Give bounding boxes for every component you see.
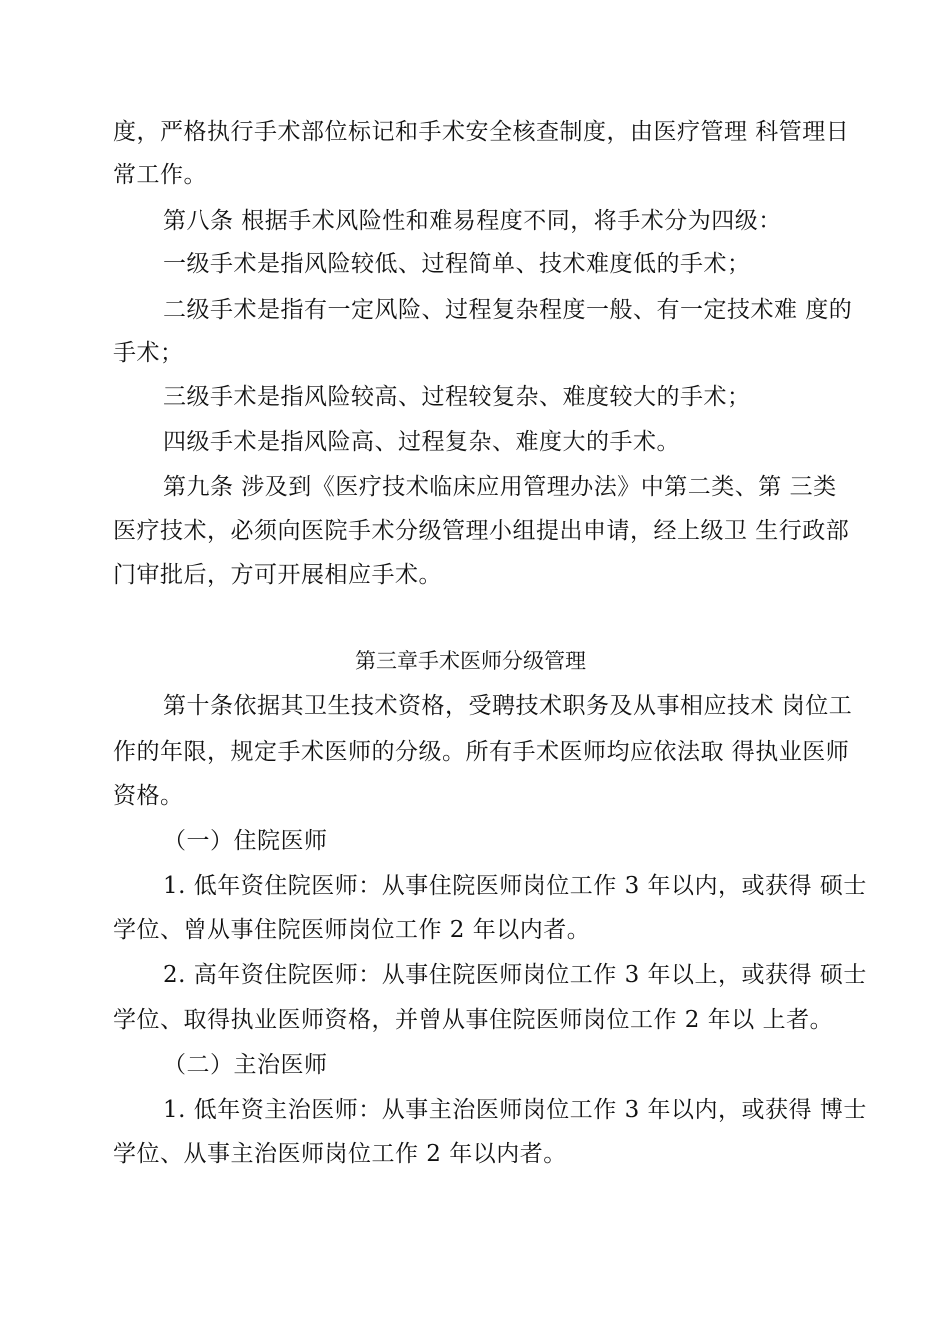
junior-attending-line-1: 1. 低年资主治医师：从事主治医师岗位工作 3 年以内，或获得 博士 [163,1097,867,1123]
article-9-line-1: 第九条 涉及到《医疗技术临床应用管理办法》中第二类、第 三类 [163,474,837,500]
article-8-line-1: 第八条 根据手术风险性和难易程度不同，将手术分为四级： [163,208,782,234]
level-2-line-1: 二级手术是指有一定风险、过程复杂程度一般、有一定技术难 度的 [163,297,853,323]
article-9-line-2: 医疗技术，必须向医院手术分级管理小组提出申请，经上级卫 生行政部 [113,518,850,544]
article-9-line-3: 门审批后，方可开展相应手术。 [113,562,442,588]
junior-attending-line-2: 学位、从事主治医师岗位工作 2 年以内者。 [113,1141,567,1167]
level-1-line: 一级手术是指风险较低、过程简单、技术难度低的手术； [163,251,751,277]
article-10-line-3: 资格。 [113,783,184,809]
junior-resident-line-1: 1. 低年资住院医师：从事住院医师岗位工作 3 年以内，或获得 硕士 [163,873,867,899]
level-2-line-2: 手术； [113,340,184,366]
senior-resident-line-1: 2. 高年资住院医师：从事住院医师岗位工作 3 年以上，或获得 硕士 [163,962,867,988]
body-line-2: 常工作。 [113,162,207,188]
junior-resident-line-2: 学位、曾从事住院医师岗位工作 2 年以内者。 [113,917,591,943]
article-10-line-1: 第十条依据其卫生技术资格，受聘技术职务及从事相应技术 岗位工 [163,693,853,719]
section-resident-heading: （一）住院医师 [163,828,328,854]
level-4-line: 四级手术是指风险高、过程复杂、难度大的手术。 [163,429,680,455]
level-3-line: 三级手术是指风险较高、过程较复杂、难度较大的手术； [163,384,751,410]
article-10-line-2: 作的年限，规定手术医师的分级。所有手术医师均应依法取 得执业医师 [113,739,850,765]
chapter-3-heading: 第三章手术医师分级管理 [355,649,586,673]
section-attending-heading: （二）主治医师 [163,1052,328,1078]
senior-resident-line-2: 学位、取得执业医师资格，并曾从事住院医师岗位工作 2 年以 上者。 [113,1007,834,1033]
body-line-1: 度，严格执行手术部位标记和手术安全核查制度，由医疗管理 科管理日 [113,119,850,145]
